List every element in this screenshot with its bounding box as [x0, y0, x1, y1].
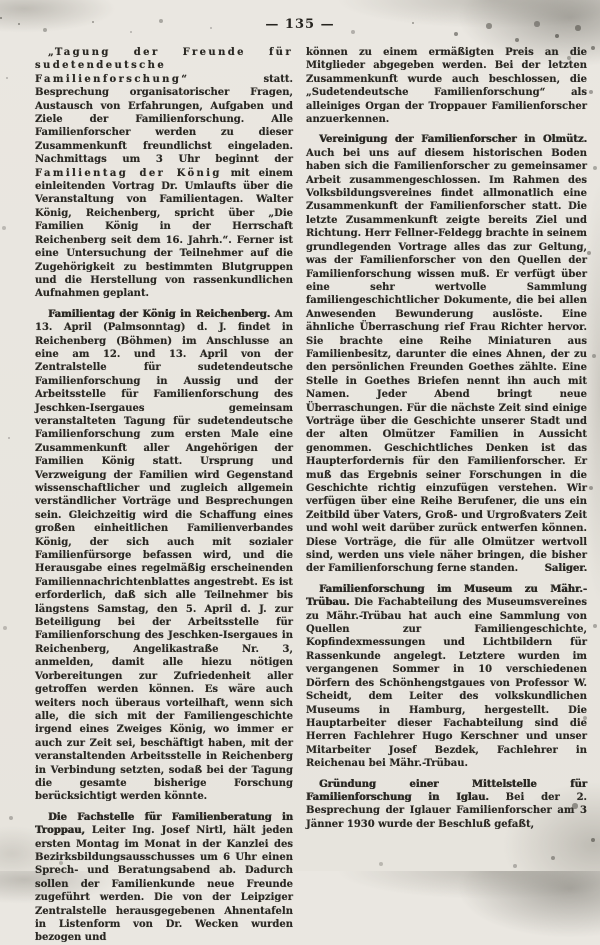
section-heading: Gründung einer Mittelstelle für Familienforschung in Iglau. [306, 778, 587, 803]
para-fachstelle-troppau [35, 811, 293, 945]
para-mittelstelle-iglau [306, 778, 587, 832]
section-heading: Vereinigung der Familienforscher in Olmütz. [319, 134, 587, 146]
letterspaced-title-phrase: „Tagung der Freunde für sudetendeutsche Familienforschung“ [35, 47, 293, 85]
para-text: Die Fachabteilung des Museumsvereines zu Mähr.-Trübau hat auch eine Sammlung von Quellen zur Familiengeschichte, Kopfindexmessungen und Lichtbildern für Rassenkunde angelegt. Letztere wurden im vergangenen Sommer in 10 verschiedenen Dörfern des Schönhengstgaues von Professor W. Scheidt, dem Leiter des volkskundlichen Museums in Hamburg, hergestellt. Die Hauptarbeiter dieser Fachabteilung sind die Herren Fachlehrer Hugo Kerschner und unser Mitarbeiter Josef Bezdek, Fachlehrer in Reichenau bei Mähr.-Trübau. [306, 597, 587, 770]
page-number: — 135 — [265, 17, 335, 32]
letterspaced-phrase-familientag: Familientag der König [35, 167, 222, 179]
author-signature: Saliger. [544, 563, 587, 575]
section-heading: Die Fachstelle für Familienberatung in Troppau, [35, 811, 293, 837]
para-familientag-koenig-reichenberg [35, 308, 293, 804]
two-column-layout [0, 32, 600, 945]
para-tagung-continuation [35, 46, 293, 301]
scan-noise-speckles [0, 17, 2, 19]
para-museum-maehr-truebau [306, 583, 587, 771]
section-heading: Familienforschung im Museum zu Mähr.-Trübau. [306, 583, 587, 609]
para-text: mit einem einleitenden Vortrag Dr. Umlaufts über die Veranstaltung von Familientagen. Walter König, Reichenberg, spricht über „Die Familien König in der Herrschaft Reichenberg seit dem 16. Jahrh.“. Ferner ist eine Untersuchung der Teilnehmer auf die Zugehörigkeit zu bestimmten Blutgruppen und die Herstellung von rassenkundlichen Aufnahmen geplant. [35, 167, 293, 300]
para-vereinigung-olmuetz [306, 133, 587, 575]
section-heading: Familientag der König in Reichenberg. [48, 308, 271, 320]
para-text: Leiter Ing. Josef Nirtl, hält jeden ersten Montag im Monat in der Kanzlei des Bezirksbildungsausschusses um 6 Uhr einen Sprech- und Beratungsabend ab. Dadurch sollen der Familienkunde neue Freunde zugeführt werden. Die von der Leipziger Zentralstelle herausgegebenen Ahnentafeln in Listenform von Dr. Wecken wurden bezogen und [35, 825, 293, 944]
para-text: Bei der 2. Besprechung der Iglauer Familienforscher am 3 Jänner 1930 wurde der Beschluß gefaßt, [306, 791, 588, 830]
para-text: Am 13. April (Palmsonntag) d. J. findet in Reichenberg (Böhmen) im Anschlusse an eine am 12. und 13. April von der Zentralstelle für sudetendeutsche Familienforschung in Aussig und der Arbeitsstelle für Familienforschung des Jeschken-Isergaues gemeinsam veranstalteten Tagung für sudetendeutsche Familienforschung zum ersten Male eine Zusammenkunft aller Angehörigen der Familien König statt. Ursprung und Verzweigung der Familien wird Gegenstand wissenschaftlicher und zugleich allgemein verständlicher Vorträge und Besprechungen sein. Gleichzeitig wird die Schaffung eines großen einheitlichen Familienverbandes König, der sich auch mit sozialer Familienfürsorge befassen wird, und die Herausgabe eines regelmäßig erscheinenden Familiennachrichtenblattes angestrebt. Es ist erforderlich, daß sich alle Teilnehmer bis längstens Samstag, den 5. April d. J. zur Beteiligung bei der Arbeitsstelle für Familienforschung des Jeschken-Isergaues in Reichenberg, Angelikastraße Nr. 3, anmelden, damit alle hiezu nötigen Vorbereitungen zur Zufriedenheit aller getroffen werden können. Es wäre auch weiters noch überaus vorteilhaft, wenn sich alle, die sich mit der Familiengeschichte irgend eines Zweiges König, wo immer er auch zur Zeit sei, beschäftigt haben, mit der veranstaltenden Arbeitsstelle in Reichenberg in Verbindung setzten, sodaß bei der Tagung die gesamte bisherige Forschung berücksichtigt werden könnte. [35, 308, 293, 803]
para-text: Auch bei uns auf diesem historischen Boden haben sich die Familienforscher zu gemeinsamer Arbeit zusammengeschlossen. Im Rahmen des Volksbildungsvereines findet allmonatlich eine Zusammenkunft der Familienforscher statt. Die letzte Zusammenkunft zeigte bereits Ziel und Richtung. Herr Fellner-Feldegg brachte in seinem grundlegenden Vortrage alles das zur Geltung, was der Familienforscher von den Quellen der Familienforschung wissen muß. Er verfügt über eine sehr wertvolle Sammlung familiengeschichtlicher Dokumente, die bei allen Anwesenden Bewunderung auslöste. Eine ähnliche Überraschung rief Frau Richter hervor. Sie brachte eine Reihe Miniaturen aus Familienbesitz, darunter die eines Ahnen, der zu den persönlichen Freunden Goethes zählte. Eine Stelle in Goethes Briefen nennt ihn auch mit Namen. Jeder Abend bringt neue Überraschungen. Für die nächste Zeit sind einige Vorträge über die Geschichte unserer Stadt und der alten Olmützer Familien in Aussicht genommen. Geschichtliches Denken ist das Haupterfordernis für den Familienforscher. Er muß das Ergebnis seiner Forschungen in die Geschichte richtig einzufügen verstehen. Wir verfügen über eine Reihe Berufener, die uns ein Zeitbild über Vaters, Groß- und Urgroßvaters Zeit und wohl weit darüber zurück entwerfen können. Diese Vorträge, die für alle Olmützer wertvoll sind, werden uns viele näher bringen, die bisher der Familienforschung ferne standen. [306, 147, 587, 575]
scanned-journal-page [0, 17, 600, 944]
para-troppau-continuation [306, 46, 587, 126]
column-left [35, 46, 293, 945]
para-text: statt. Besprechung organisatorischer Fragen, Austausch von Erfahrungen, Aufgaben und Ziele der Familienforschung. Alle Familienforscher werden zu dieser Zusammenkunft freundlichst eingeladen. Nachmittags um 3 Uhr beginnt der [35, 73, 293, 166]
column-right [306, 46, 587, 945]
para-text: können zu einem ermäßigten Preis an die Mitglieder abgegeben werden. Bei der letzten Zusammenkunft wurde auch beschlossen, die „Sudetendeutsche Familienforschung“ als alleiniges Organ der Troppauer Familienforscher anzuerkennen. [306, 47, 587, 126]
